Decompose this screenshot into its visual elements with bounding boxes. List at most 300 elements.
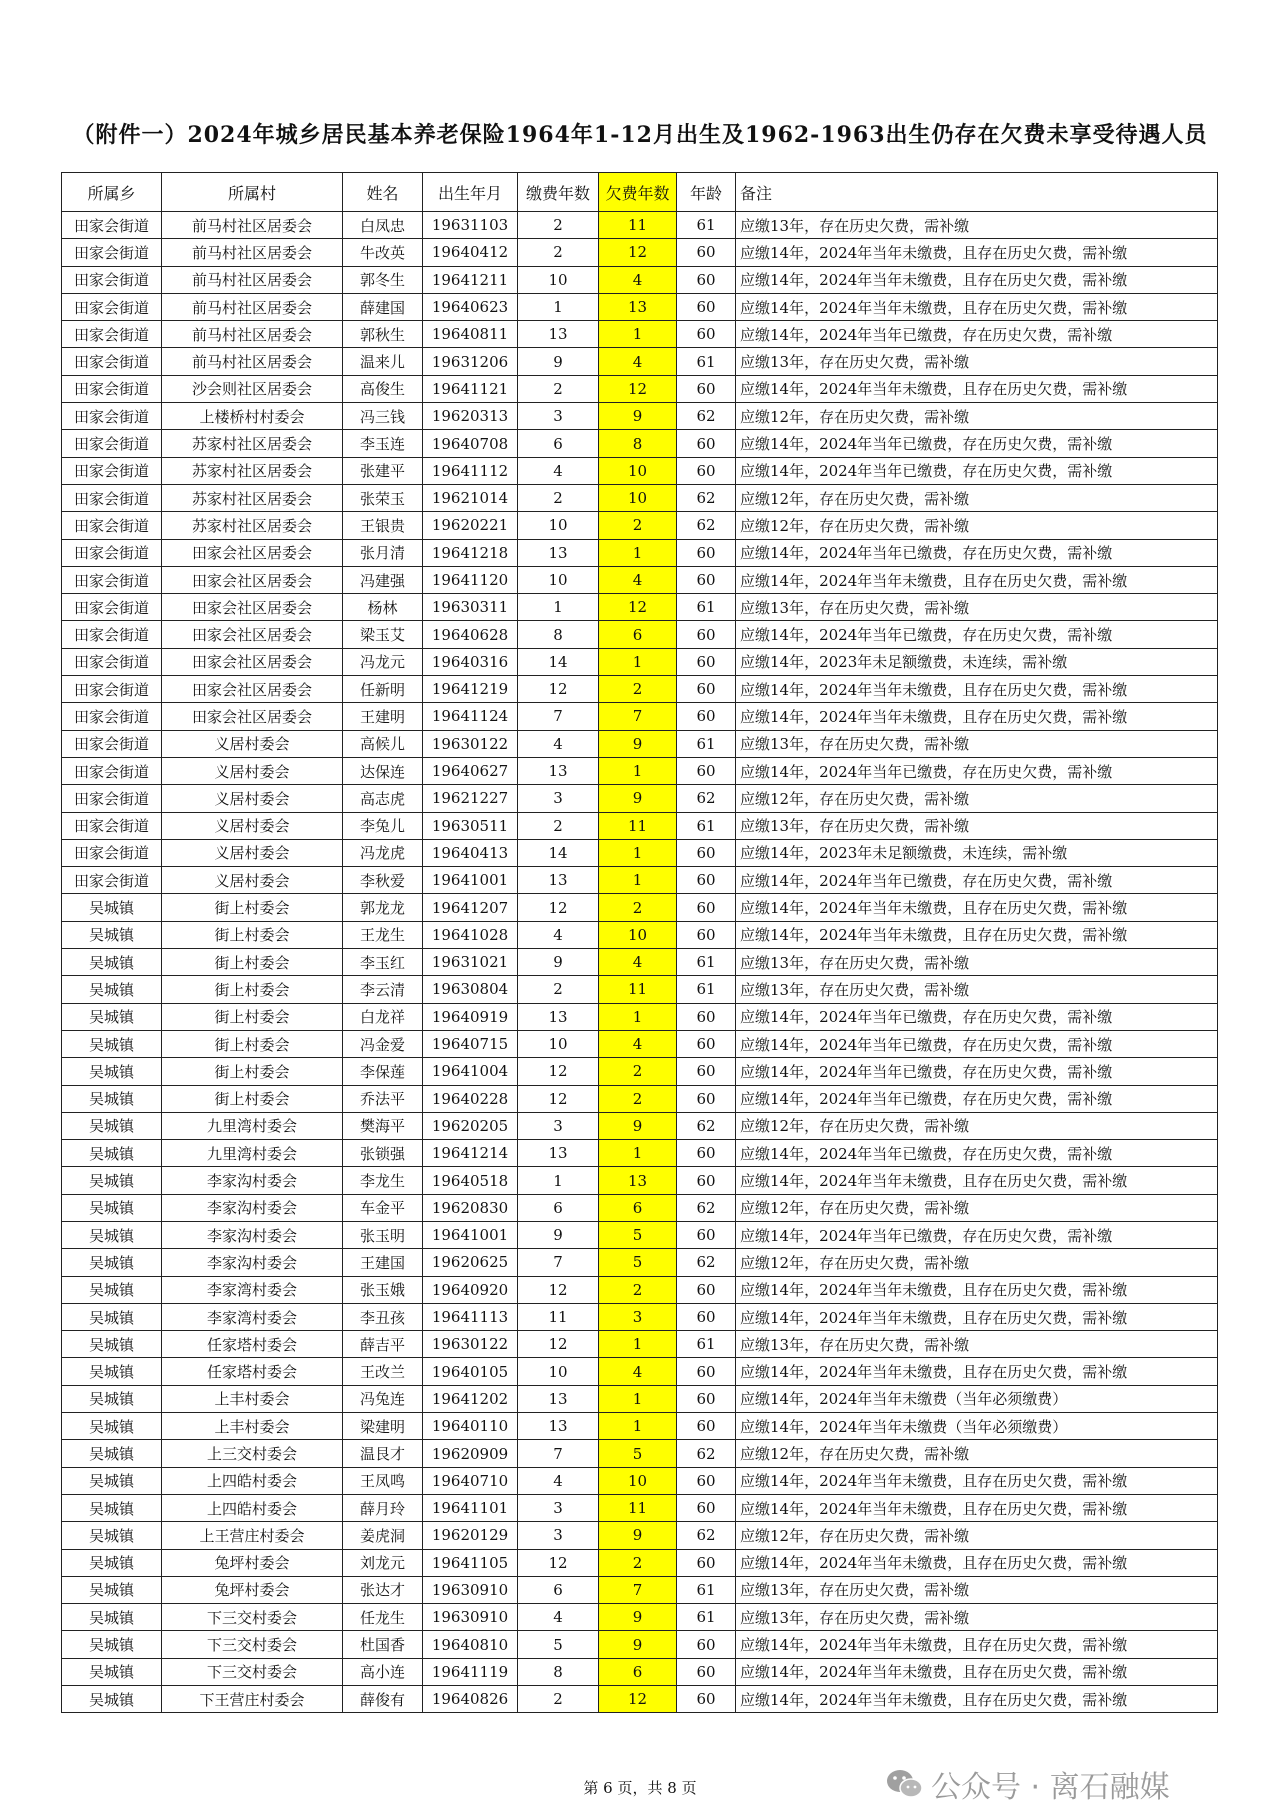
township-cell: 田家会街道	[62, 512, 162, 539]
remarks-cell: 应缴14年，2024年当年已缴费，存在历史欠费，需补缴	[736, 430, 1218, 457]
age-cell: 60	[677, 1030, 736, 1057]
name-cell: 郭冬生	[343, 266, 423, 293]
remarks-cell: 应缴14年，2024年当年未缴费，且存在历史欠费，需补缴	[736, 293, 1218, 320]
age-cell: 62	[677, 1112, 736, 1139]
owed-years-cell: 2	[599, 1085, 677, 1112]
village-cell: 义居村委会	[162, 757, 343, 784]
birth-date-cell: 19640920	[423, 1276, 518, 1303]
header-remarks: 备注	[736, 173, 1218, 212]
remarks-cell: 应缴13年，存在历史欠费，需补缴	[736, 1604, 1218, 1631]
township-cell: 吴城镇	[62, 894, 162, 921]
wechat-icon	[885, 1767, 923, 1801]
township-cell: 吴城镇	[62, 1686, 162, 1713]
village-cell: 田家会社区居委会	[162, 594, 343, 621]
birth-date-cell: 19630910	[423, 1576, 518, 1603]
remarks-cell: 应缴12年，存在历史欠费，需补缴	[736, 1194, 1218, 1221]
name-cell: 杜国香	[343, 1631, 423, 1658]
owed-years-cell: 1	[599, 1003, 677, 1030]
remarks-cell: 应缴14年，2024年当年已缴费，存在历史欠费，需补缴	[736, 1058, 1218, 1085]
age-cell: 61	[677, 730, 736, 757]
owed-years-cell: 12	[599, 594, 677, 621]
name-cell: 冯龙元	[343, 648, 423, 675]
table-row	[62, 212, 1218, 239]
village-cell: 田家会社区居委会	[162, 539, 343, 566]
remarks-cell: 应缴12年，存在历史欠费，需补缴	[736, 1112, 1218, 1139]
paid-years-cell: 3	[518, 785, 599, 812]
birth-date-cell: 19640811	[423, 321, 518, 348]
owed-years-cell: 6	[599, 1194, 677, 1221]
village-cell: 九里湾村委会	[162, 1140, 343, 1167]
owed-years-cell: 10	[599, 457, 677, 484]
birth-date-cell: 19630804	[423, 976, 518, 1003]
paid-years-cell: 13	[518, 1003, 599, 1030]
village-cell: 上王营庄村委会	[162, 1522, 343, 1549]
name-cell: 王凤鸣	[343, 1467, 423, 1494]
owed-years-cell: 4	[599, 1030, 677, 1057]
remarks-cell: 应缴13年，存在历史欠费，需补缴	[736, 730, 1218, 757]
remarks-cell: 应缴14年，2023年未足额缴费，未连续，需补缴	[736, 648, 1218, 675]
birth-date-cell: 19640316	[423, 648, 518, 675]
township-cell: 田家会街道	[62, 348, 162, 375]
township-cell: 吴城镇	[62, 1249, 162, 1276]
birth-date-cell: 19641101	[423, 1494, 518, 1521]
village-cell: 街上村委会	[162, 1085, 343, 1112]
remarks-cell: 应缴12年，存在历史欠费，需补缴	[736, 1522, 1218, 1549]
table-row	[62, 539, 1218, 566]
remarks-cell: 应缴14年，2024年当年已缴费，存在历史欠费，需补缴	[736, 1221, 1218, 1248]
birth-date-cell: 19641211	[423, 266, 518, 293]
village-cell: 街上村委会	[162, 921, 343, 948]
birth-date-cell: 19640518	[423, 1167, 518, 1194]
township-cell: 田家会街道	[62, 594, 162, 621]
birth-date-cell: 19641124	[423, 703, 518, 730]
township-cell: 田家会街道	[62, 703, 162, 730]
owed-years-cell: 9	[599, 785, 677, 812]
paid-years-cell: 11	[518, 1303, 599, 1330]
remarks-cell: 应缴14年，2024年当年未缴费，且存在历史欠费，需补缴	[736, 703, 1218, 730]
paid-years-cell: 13	[518, 321, 599, 348]
township-cell: 吴城镇	[62, 1085, 162, 1112]
name-cell: 张月清	[343, 539, 423, 566]
village-cell: 田家会社区居委会	[162, 648, 343, 675]
age-cell: 60	[677, 1549, 736, 1576]
owed-years-cell: 1	[599, 321, 677, 348]
birth-date-cell: 19640715	[423, 1030, 518, 1057]
age-cell: 62	[677, 1249, 736, 1276]
age-cell: 60	[677, 1221, 736, 1248]
birth-date-cell: 19641202	[423, 1385, 518, 1412]
name-cell: 薛建国	[343, 293, 423, 320]
age-cell: 61	[677, 594, 736, 621]
name-cell: 薛月玲	[343, 1494, 423, 1521]
township-cell: 吴城镇	[62, 1331, 162, 1358]
township-cell: 田家会街道	[62, 839, 162, 866]
table-row	[62, 1167, 1218, 1194]
birth-date-cell: 19640105	[423, 1358, 518, 1385]
paid-years-cell: 1	[518, 293, 599, 320]
table-row	[62, 676, 1218, 703]
age-cell: 60	[677, 1358, 736, 1385]
birth-date-cell: 19630122	[423, 1331, 518, 1358]
name-cell: 郭秋生	[343, 321, 423, 348]
table-row	[62, 621, 1218, 648]
township-cell: 吴城镇	[62, 1413, 162, 1440]
paid-years-cell: 9	[518, 949, 599, 976]
township-cell: 吴城镇	[62, 1030, 162, 1057]
age-cell: 60	[677, 457, 736, 484]
paid-years-cell: 4	[518, 730, 599, 757]
table-row	[62, 1003, 1218, 1030]
header-village: 所属村	[162, 173, 343, 212]
village-cell: 前马村社区居委会	[162, 239, 343, 266]
paid-years-cell: 13	[518, 1140, 599, 1167]
birth-date-cell: 19641219	[423, 676, 518, 703]
owed-years-cell: 10	[599, 484, 677, 511]
village-cell: 街上村委会	[162, 976, 343, 1003]
table-row	[62, 321, 1218, 348]
table-row	[62, 1303, 1218, 1330]
township-cell: 吴城镇	[62, 949, 162, 976]
header-age: 年龄	[677, 173, 736, 212]
remarks-cell: 应缴14年，2024年当年未缴费，且存在历史欠费，需补缴	[736, 266, 1218, 293]
age-cell: 60	[677, 839, 736, 866]
birth-date-cell: 19620129	[423, 1522, 518, 1549]
village-cell: 义居村委会	[162, 730, 343, 757]
header-paid-years: 缴费年数	[518, 173, 599, 212]
township-cell: 吴城镇	[62, 1658, 162, 1685]
age-cell: 61	[677, 1576, 736, 1603]
remarks-cell: 应缴14年，2024年当年已缴费，存在历史欠费，需补缴	[736, 457, 1218, 484]
village-cell: 义居村委会	[162, 867, 343, 894]
paid-years-cell: 7	[518, 703, 599, 730]
age-cell: 62	[677, 512, 736, 539]
name-cell: 高候儿	[343, 730, 423, 757]
owed-years-cell: 7	[599, 703, 677, 730]
owed-years-cell: 13	[599, 1167, 677, 1194]
village-cell: 李家湾村委会	[162, 1276, 343, 1303]
age-cell: 62	[677, 1194, 736, 1221]
owed-years-cell: 1	[599, 539, 677, 566]
age-cell: 60	[677, 321, 736, 348]
table-row	[62, 484, 1218, 511]
name-cell: 达保连	[343, 757, 423, 784]
table-row	[62, 1686, 1218, 1713]
owed-years-cell: 11	[599, 212, 677, 239]
name-cell: 乔法平	[343, 1085, 423, 1112]
age-cell: 60	[677, 539, 736, 566]
village-cell: 兔坪村委会	[162, 1549, 343, 1576]
owed-years-cell: 2	[599, 894, 677, 921]
village-cell: 苏家村社区居委会	[162, 430, 343, 457]
remarks-cell: 应缴14年，2024年当年未缴费，且存在历史欠费，需补缴	[736, 1494, 1218, 1521]
remarks-cell: 应缴14年，2024年当年未缴费（当年必须缴费）	[736, 1413, 1218, 1440]
township-cell: 田家会街道	[62, 566, 162, 593]
township-cell: 田家会街道	[62, 757, 162, 784]
name-cell: 李龙生	[343, 1167, 423, 1194]
village-cell: 街上村委会	[162, 1003, 343, 1030]
age-cell: 60	[677, 266, 736, 293]
remarks-cell: 应缴14年，2024年当年未缴费，且存在历史欠费，需补缴	[736, 676, 1218, 703]
owed-years-cell: 1	[599, 867, 677, 894]
remarks-cell: 应缴14年，2024年当年未缴费，且存在历史欠费，需补缴	[736, 1358, 1218, 1385]
name-cell: 任新明	[343, 676, 423, 703]
table-row	[62, 1194, 1218, 1221]
name-cell: 张荣玉	[343, 484, 423, 511]
name-cell: 白凤忠	[343, 212, 423, 239]
birth-date-cell: 19621227	[423, 785, 518, 812]
table-row	[62, 1030, 1218, 1057]
table-row	[62, 1358, 1218, 1385]
remarks-cell: 应缴14年，2024年当年未缴费，且存在历史欠费，需补缴	[736, 1549, 1218, 1576]
remarks-cell: 应缴13年，存在历史欠费，需补缴	[736, 1576, 1218, 1603]
paid-years-cell: 5	[518, 1631, 599, 1658]
paid-years-cell: 9	[518, 1221, 599, 1248]
owed-years-cell: 11	[599, 812, 677, 839]
age-cell: 60	[677, 703, 736, 730]
paid-years-cell: 4	[518, 1604, 599, 1631]
village-cell: 田家会社区居委会	[162, 566, 343, 593]
table-header-row	[62, 173, 1218, 212]
table-row	[62, 1522, 1218, 1549]
owed-years-cell: 2	[599, 512, 677, 539]
paid-years-cell: 10	[518, 1358, 599, 1385]
table-row	[62, 1085, 1218, 1112]
age-cell: 60	[677, 921, 736, 948]
township-cell: 吴城镇	[62, 1194, 162, 1221]
owed-years-cell: 9	[599, 1522, 677, 1549]
table-row	[62, 375, 1218, 402]
remarks-cell: 应缴14年，2024年当年未缴费，且存在历史欠费，需补缴	[736, 894, 1218, 921]
village-cell: 前马村社区居委会	[162, 266, 343, 293]
paid-years-cell: 12	[518, 1058, 599, 1085]
owed-years-cell: 5	[599, 1221, 677, 1248]
owed-years-cell: 5	[599, 1440, 677, 1467]
paid-years-cell: 12	[518, 1085, 599, 1112]
owed-years-cell: 12	[599, 239, 677, 266]
table-row	[62, 430, 1218, 457]
name-cell: 王龙生	[343, 921, 423, 948]
village-cell: 上丰村委会	[162, 1385, 343, 1412]
paid-years-cell: 1	[518, 1167, 599, 1194]
age-cell: 60	[677, 1167, 736, 1194]
owed-years-cell: 4	[599, 1358, 677, 1385]
township-cell: 田家会街道	[62, 730, 162, 757]
village-cell: 下三交村委会	[162, 1658, 343, 1685]
age-cell: 60	[677, 676, 736, 703]
table-row	[62, 594, 1218, 621]
birth-date-cell: 19640110	[423, 1413, 518, 1440]
name-cell: 刘龙元	[343, 1549, 423, 1576]
paid-years-cell: 6	[518, 1576, 599, 1603]
header-owed-years: 欠费年数	[599, 173, 677, 212]
birth-date-cell: 19641001	[423, 867, 518, 894]
age-cell: 61	[677, 812, 736, 839]
table-row	[62, 1331, 1218, 1358]
age-cell: 60	[677, 1658, 736, 1685]
village-cell: 李家沟村委会	[162, 1221, 343, 1248]
name-cell: 白龙祥	[343, 1003, 423, 1030]
owed-years-cell: 1	[599, 1385, 677, 1412]
birth-date-cell: 19641121	[423, 375, 518, 402]
township-cell: 吴城镇	[62, 1167, 162, 1194]
remarks-cell: 应缴12年，存在历史欠费，需补缴	[736, 1249, 1218, 1276]
remarks-cell: 应缴14年，2024年当年已缴费，存在历史欠费，需补缴	[736, 1140, 1218, 1167]
age-cell: 60	[677, 894, 736, 921]
remarks-cell: 应缴14年，2023年未足额缴费，未连续，需补缴	[736, 839, 1218, 866]
birth-date-cell: 19630910	[423, 1604, 518, 1631]
village-cell: 沙会则社区居委会	[162, 375, 343, 402]
birth-date-cell: 19641105	[423, 1549, 518, 1576]
township-cell: 田家会街道	[62, 785, 162, 812]
name-cell: 冯金爱	[343, 1030, 423, 1057]
table-row	[62, 1385, 1218, 1412]
remarks-cell: 应缴14年，2024年当年已缴费，存在历史欠费，需补缴	[736, 757, 1218, 784]
village-cell: 街上村委会	[162, 949, 343, 976]
village-cell: 前马村社区居委会	[162, 348, 343, 375]
paid-years-cell: 2	[518, 812, 599, 839]
age-cell: 60	[677, 1413, 736, 1440]
township-cell: 田家会街道	[62, 430, 162, 457]
village-cell: 李家沟村委会	[162, 1167, 343, 1194]
paid-years-cell: 13	[518, 867, 599, 894]
name-cell: 樊海平	[343, 1112, 423, 1139]
township-cell: 田家会街道	[62, 321, 162, 348]
table-row	[62, 730, 1218, 757]
table-row	[62, 1658, 1218, 1685]
birth-date-cell: 19641214	[423, 1140, 518, 1167]
paid-years-cell: 14	[518, 839, 599, 866]
village-cell: 下三交村委会	[162, 1631, 343, 1658]
birth-date-cell: 19641028	[423, 921, 518, 948]
table-row	[62, 266, 1218, 293]
owed-years-cell: 5	[599, 1249, 677, 1276]
age-cell: 61	[677, 348, 736, 375]
village-cell: 上三交村委会	[162, 1440, 343, 1467]
remarks-cell: 应缴14年，2024年当年已缴费，存在历史欠费，需补缴	[736, 867, 1218, 894]
owed-years-cell: 12	[599, 1686, 677, 1713]
name-cell: 车金平	[343, 1194, 423, 1221]
age-cell: 60	[677, 239, 736, 266]
township-cell: 吴城镇	[62, 1494, 162, 1521]
age-cell: 60	[677, 1467, 736, 1494]
header-township: 所属乡	[62, 173, 162, 212]
name-cell: 张玉明	[343, 1221, 423, 1248]
paid-years-cell: 10	[518, 1030, 599, 1057]
name-cell: 张锁强	[343, 1140, 423, 1167]
township-cell: 吴城镇	[62, 1576, 162, 1603]
owed-years-cell: 7	[599, 1576, 677, 1603]
owed-years-cell: 2	[599, 1058, 677, 1085]
remarks-cell: 应缴14年，2024年当年未缴费，且存在历史欠费，需补缴	[736, 1303, 1218, 1330]
age-cell: 60	[677, 1058, 736, 1085]
paid-years-cell: 6	[518, 1194, 599, 1221]
name-cell: 郭龙龙	[343, 894, 423, 921]
age-cell: 60	[677, 1631, 736, 1658]
village-cell: 苏家村社区居委会	[162, 484, 343, 511]
table-row	[62, 1112, 1218, 1139]
name-cell: 张达才	[343, 1576, 423, 1603]
owed-years-cell: 1	[599, 1140, 677, 1167]
village-cell: 前马村社区居委会	[162, 321, 343, 348]
township-cell: 田家会街道	[62, 212, 162, 239]
remarks-cell: 应缴14年，2024年当年已缴费，存在历史欠费，需补缴	[736, 1085, 1218, 1112]
name-cell: 梁玉艾	[343, 621, 423, 648]
village-cell: 九里湾村委会	[162, 1112, 343, 1139]
paid-years-cell: 2	[518, 976, 599, 1003]
birth-date-cell: 19641207	[423, 894, 518, 921]
birth-date-cell: 19620909	[423, 1440, 518, 1467]
name-cell: 温来儿	[343, 348, 423, 375]
paid-years-cell: 4	[518, 457, 599, 484]
age-cell: 60	[677, 621, 736, 648]
name-cell: 李玉连	[343, 430, 423, 457]
table-row	[62, 1631, 1218, 1658]
table-row	[62, 812, 1218, 839]
birth-date-cell: 19641004	[423, 1058, 518, 1085]
age-cell: 62	[677, 1440, 736, 1467]
table-row	[62, 1276, 1218, 1303]
birth-date-cell: 19640919	[423, 1003, 518, 1030]
owed-years-cell: 3	[599, 1303, 677, 1330]
village-cell: 义居村委会	[162, 785, 343, 812]
table-row	[62, 1576, 1218, 1603]
age-cell: 61	[677, 212, 736, 239]
name-cell: 任龙生	[343, 1604, 423, 1631]
paid-years-cell: 13	[518, 1385, 599, 1412]
birth-date-cell: 19641112	[423, 457, 518, 484]
owed-years-cell: 9	[599, 1631, 677, 1658]
age-cell: 60	[677, 375, 736, 402]
township-cell: 田家会街道	[62, 539, 162, 566]
age-cell: 60	[677, 1686, 736, 1713]
township-cell: 吴城镇	[62, 1467, 162, 1494]
table-row	[62, 293, 1218, 320]
township-cell: 田家会街道	[62, 812, 162, 839]
paid-years-cell: 7	[518, 1440, 599, 1467]
owed-years-cell: 9	[599, 1604, 677, 1631]
name-cell: 牛改英	[343, 239, 423, 266]
remarks-cell: 应缴13年，存在历史欠费，需补缴	[736, 949, 1218, 976]
paid-years-cell: 9	[518, 348, 599, 375]
remarks-cell: 应缴12年，存在历史欠费，需补缴	[736, 785, 1218, 812]
paid-years-cell: 3	[518, 1494, 599, 1521]
paid-years-cell: 7	[518, 1249, 599, 1276]
birth-date-cell: 19640228	[423, 1085, 518, 1112]
age-cell: 60	[677, 1494, 736, 1521]
village-cell: 李家沟村委会	[162, 1194, 343, 1221]
age-cell: 62	[677, 403, 736, 430]
age-cell: 61	[677, 949, 736, 976]
table-row	[62, 648, 1218, 675]
header-birth-date: 出生年月	[423, 173, 518, 212]
owed-years-cell: 1	[599, 839, 677, 866]
table-row	[62, 703, 1218, 730]
village-cell: 街上村委会	[162, 1030, 343, 1057]
name-cell: 杨林	[343, 594, 423, 621]
township-cell: 吴城镇	[62, 1385, 162, 1412]
owed-years-cell: 2	[599, 676, 677, 703]
name-cell: 张玉娥	[343, 1276, 423, 1303]
birth-date-cell: 19620205	[423, 1112, 518, 1139]
village-cell: 前马村社区居委会	[162, 293, 343, 320]
table-row	[62, 1058, 1218, 1085]
paid-years-cell: 2	[518, 239, 599, 266]
township-cell: 吴城镇	[62, 976, 162, 1003]
township-cell: 吴城镇	[62, 1604, 162, 1631]
remarks-cell: 应缴13年，存在历史欠费，需补缴	[736, 594, 1218, 621]
village-cell: 上四皓村委会	[162, 1467, 343, 1494]
table-row	[62, 1494, 1218, 1521]
